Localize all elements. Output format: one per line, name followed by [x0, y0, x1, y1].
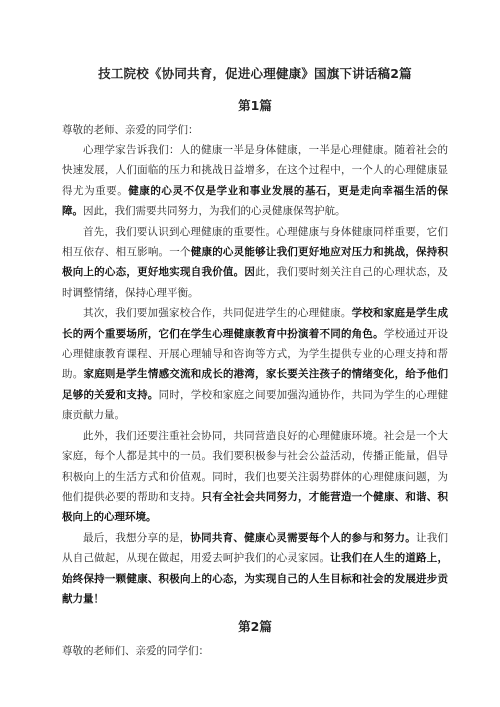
bold-text: 学校和家庭是学生成长的两个重要场所，它们在学生心理健康教育中扮演着不同的角色。 — [62, 307, 449, 340]
paragraph — [62, 303, 448, 425]
section-heading: 第1篇 — [238, 98, 272, 113]
section-2 — [62, 617, 448, 661]
text-run: 心理学家告诉我们：人的健康一半是身体健康，一半是心理健康。随着社会的快速发展，人们面临的压力和挑战日益增多，在这个过程中，一个人的心理健康显得尤为重要。 — [62, 144, 448, 197]
bold-text: 只有全社会共同努力，才能营造一个健康、和谐、积极向上的心理环境。 — [62, 490, 449, 524]
paragraph — [62, 140, 448, 222]
salutation: 尊敬的老师们、亲爱的同学们： — [62, 645, 209, 658]
section-body — [62, 140, 448, 609]
text-run: 此，我们要时刻关注自己的心理状态，及时调整情绪，保持心理平衡。 — [62, 266, 449, 299]
text-run: 学校通过开设心理健康教育课程、开展心理辅导和咨询等方式，为学生提供专业的心理支持和帮助。 — [62, 327, 449, 381]
text-run: 同时，学校和家庭之间要加强沟通协作，共同为学生的心理健康贡献力量。 — [62, 388, 449, 422]
paragraph — [62, 222, 448, 304]
paragraph — [62, 426, 448, 528]
section-1 — [62, 96, 448, 609]
bold-text: 家庭则是学生情感交流和成长的港湾，家长要关注孩子的情绪变化，给予他们足够的关爱和支持。 — [62, 368, 449, 401]
text-run: 此外，我们还要注重社会协同，共同营造良好的心理健康环境。社会是一个大家庭，每个人都是其中的一员。我们要积极参与社会公益活动，传播正能量，倡导积极向上的生活方式和价值观。同时，我们也要关注弱势群体的心理健康问题，为他们提供必要的帮助和支持。 — [62, 429, 448, 503]
bold-text: 让我们在人生的道路上，始终保持一颗健康、积极向上的心态，为实现自己的人生目标和社会的发展进步贡献力量！ — [62, 552, 449, 605]
section-heading: 第2篇 — [238, 619, 272, 635]
text-run: 最后，我想分享的是， — [83, 531, 191, 544]
text-run: 首先，我们要认识到心理健康的重要性。心理健康与身体健康同样重要，它们相互依存、相互影响。一个 — [62, 225, 448, 259]
salutation: 尊敬的老师、亲爱的同学们： — [62, 124, 199, 136]
text-run: 因此，我们需要共同努力，为我们的心灵健康保驾护航。 — [83, 205, 346, 218]
text-run: 其次，我们要加强家校合作，共同促进学生的心理健康。 — [83, 307, 352, 320]
bold-text: 健康的心灵能够让我们更好地应对压力和挑战，保持积极向上的心态，更好地实现自我价值。因 — [62, 246, 449, 279]
bold-text: 协同共育、健康心灵需要每个人的参与和努力。 — [190, 531, 417, 544]
text-run: 让我们从自己做起，从现在做起，用爱去呵护我们的心灵家园。 — [62, 531, 449, 565]
bold-text: 健康的心灵不仅是学业和事业发展的基石，更是走向幸福生活的保障。 — [62, 184, 448, 218]
paragraph — [62, 528, 448, 610]
document-title: 技工院校《协同共育，促进心理健康》国旗下讲话稿2篇 — [98, 66, 412, 81]
